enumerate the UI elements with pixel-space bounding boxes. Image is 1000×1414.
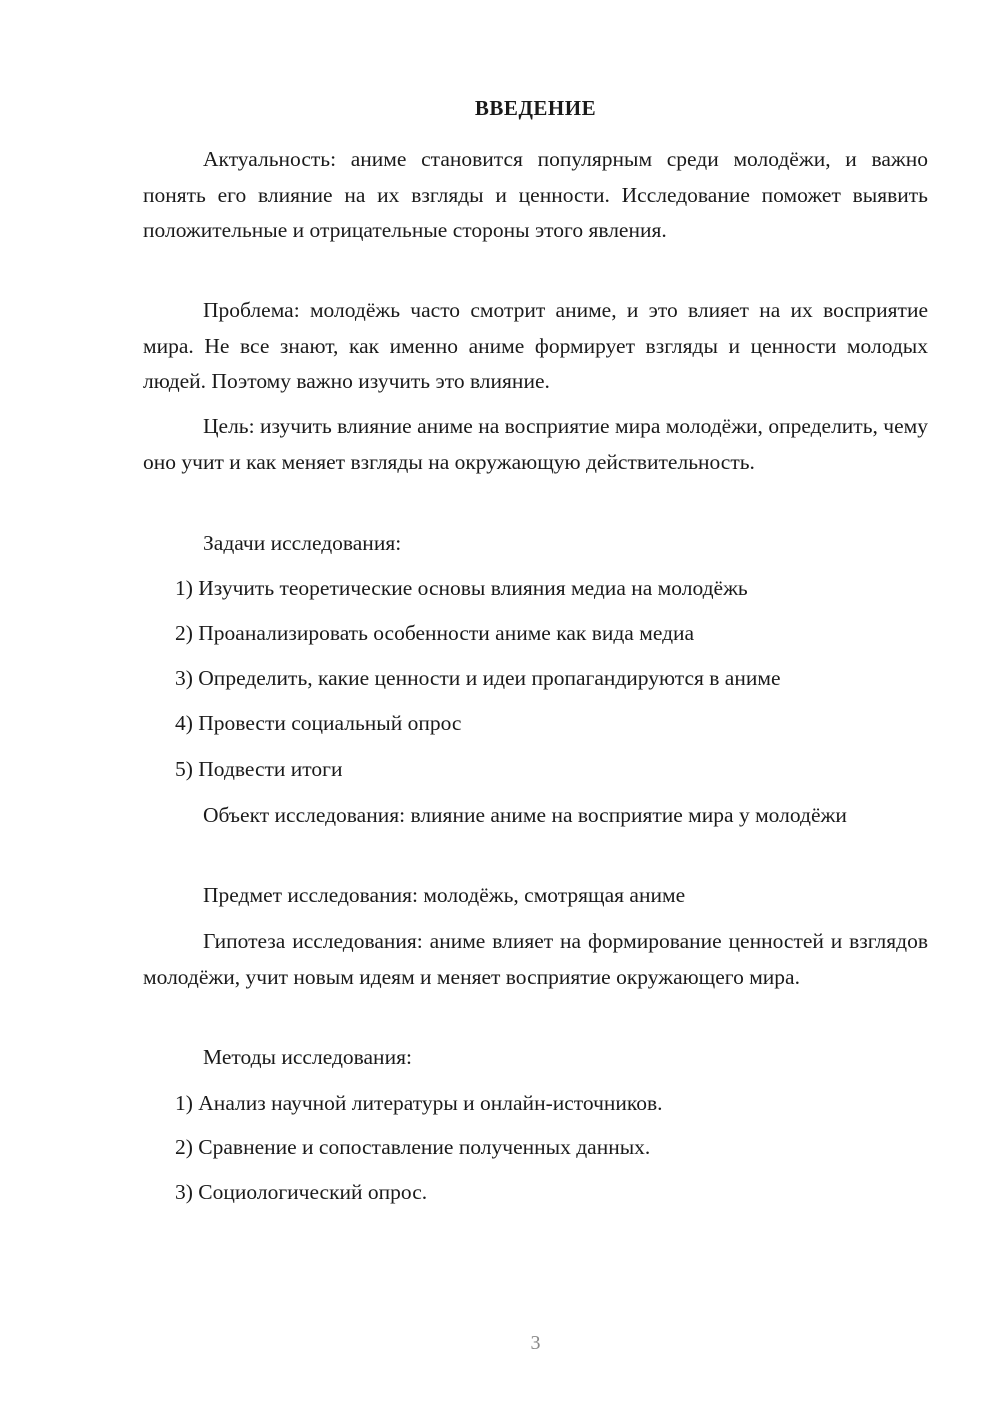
document-page (143, 0, 928, 1414)
subject-paragraph: Предмет исследования: молодёжь, смотрящая аниме (203, 883, 686, 907)
task-item-5: 5) Подвести итоги (175, 757, 343, 781)
method-item-2: 2) Сравнение и сопоставление полученных данных. (175, 1135, 651, 1159)
methods-title: Методы исследования: (203, 1045, 412, 1069)
page-number: 3 (530, 1332, 541, 1354)
task-item-1: 1) Изучить теоретические основы влияния медиа на молодёжь (175, 576, 748, 600)
hypothesis-paragraph: Гипотеза исследования: аниме влияет на формирование ценностей и взглядов молодёжи, учит новым идеям и меняет восприятие окружающего мира. (143, 929, 928, 989)
task-item-3: 3) Определить, какие ценности и идеи пропагандируются в аниме (175, 666, 781, 690)
tasks-title: Задачи исследования: (203, 531, 402, 555)
method-item-3: 3) Социологический опрос. (175, 1180, 428, 1204)
method-item-1: 1) Анализ научной литературы и онлайн-источников. (175, 1091, 663, 1115)
task-item-2: 2) Проанализировать особенности аниме как вида медиа (175, 621, 695, 645)
task-item-4: 4) Провести социальный опрос (175, 711, 462, 735)
page-title: ВВЕДЕНИЕ (474, 96, 597, 120)
problem-paragraph: Проблема: молодёжь часто смотрит аниме, и это влияет на их восприятие мира. Не все знают, как именно аниме формирует взгляды и ценности молодых людей. Поэтому важно изучить это влияние. (143, 298, 928, 393)
relevance-paragraph: Актуальность: аниме становится популярным среди молодёжи, и важно понять его влияние на их взгляды и ценности. Исследование поможет выявить положительные и отрицательные стороны этого явления. (143, 147, 928, 242)
goal-paragraph: Цель: изучить влияние аниме на восприятие мира молодёжи, определить, чему оно учит и как меняет взгляды на окружающую действительность. (143, 414, 928, 474)
object-paragraph: Объект исследования: влияние аниме на восприятие мира у молодёжи (203, 803, 847, 827)
